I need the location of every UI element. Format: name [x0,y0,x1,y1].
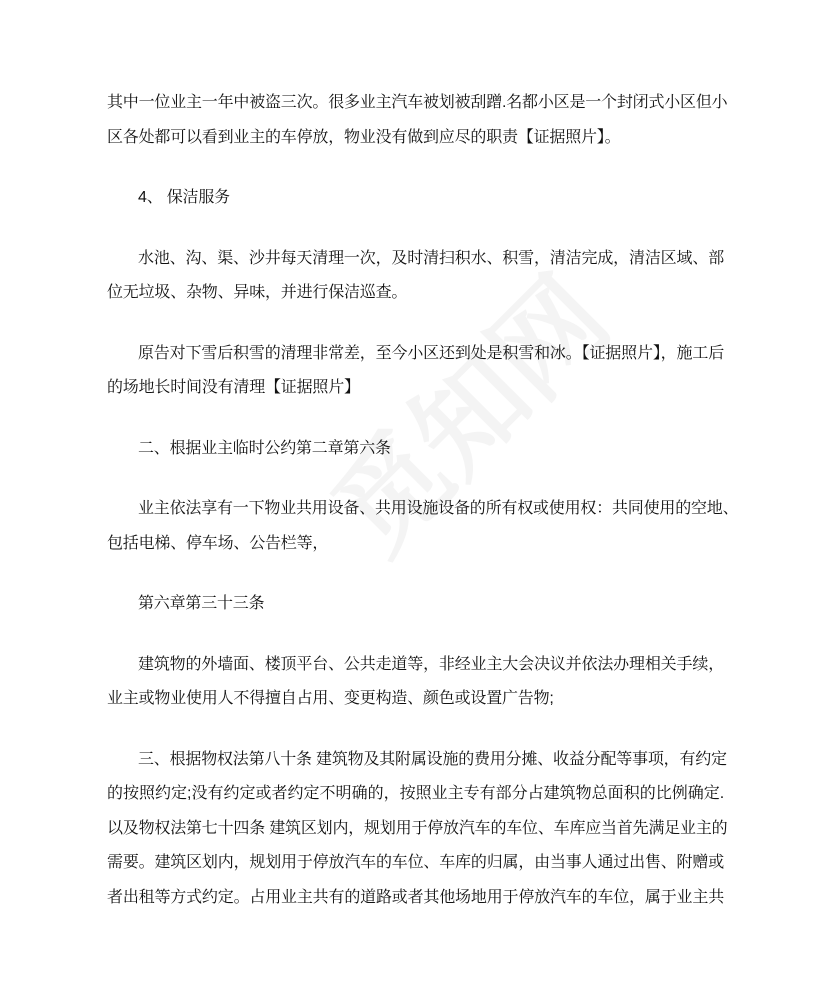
text-line: 原告对下雪后积雪的清理非常差，至今小区还到处是积雪和冰。【证据照片】，施工后 [138,344,724,362]
text-line: 业主或物业使用人不得擅自占用、变更构造、颜色或设置广告物; [107,690,554,707]
text-line: 业主依法享有一下物业共用设备、共用设施设备的所有权或使用权：共同使用的空地、 [138,500,739,517]
text-line: 三、根据物权法第八十条 建筑物及其附属设施的费用分摊、收益分配等事项，有约定 [138,750,727,768]
text-line: 需要。建筑区划内，规划用于停放汽车的车位、车库的归属，由当事人通过出售、附赠或 [107,854,724,871]
paragraph [107,648,724,717]
paragraph [107,181,724,216]
text-line: 的按照约定;没有约定或者约定不明确的，按照业主专有部分占建筑物总面积的比例确定. [107,785,724,802]
text-line: 二、根据业主临时公约第二章第六条 [138,439,391,457]
paragraph [107,587,724,622]
paragraph [107,492,739,561]
paragraph [107,432,724,467]
paragraph [107,242,724,311]
text-line: 其中一位业主一年中被盗三次。很多业主汽车被划被刮蹭.名都小区是一个封闭式小区但小 [107,94,728,111]
text-line: 水池、沟、渠、沙井每天清理一次，及时清扫积水、积雪，清洁完成，清洁区域、部 [138,249,724,267]
text-line: 包括电梯、停车场、公告栏等， [107,534,329,552]
text-line: 建筑物的外墙面、楼顶平台、公共走道等，非经业主大会决议并依法办理相关手续， [138,655,724,673]
paragraph [107,743,728,916]
text-line: 4、 保洁服务 [138,189,230,206]
paragraph [107,86,728,155]
text-line: 区各处都可以看到业主的车停放，物业没有做到应尽的职责【证据照片】。 [107,128,621,146]
text-line: 的场地长时间没有清理【证据照片】 [107,379,360,396]
paragraph [107,337,724,406]
text-line: 位无垃圾、杂物、异味，并进行保洁巡查。 [107,284,408,301]
text-line: 第六章第三十三条 [138,595,265,612]
text-line: 以及物权法第七十四条 建筑区划内，规划用于停放汽车的车位、车库应当首先满足业主的 [107,819,728,837]
document-body [107,86,739,941]
text-line: 者出租等方式约定。占用业主共有的道路或者其他场地用于停放汽车的车位，属于业主共 [107,888,724,906]
